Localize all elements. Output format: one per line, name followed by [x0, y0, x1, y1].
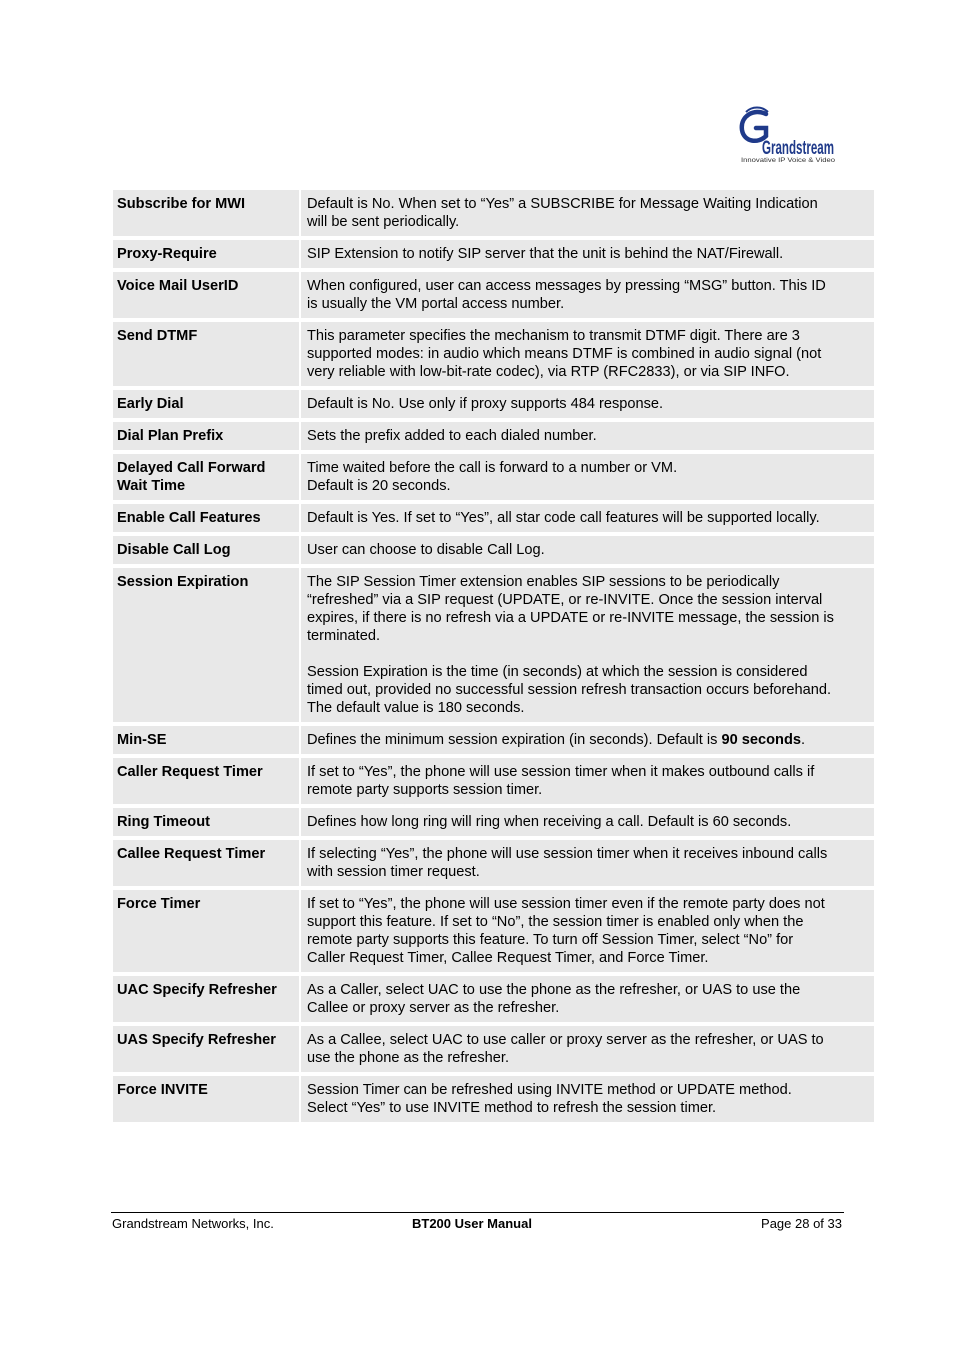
parameter-name: Subscribe for MWI — [113, 190, 299, 236]
description-paragraph — [307, 981, 870, 1017]
parameter-description — [301, 890, 874, 972]
table-row — [113, 758, 874, 804]
description-line: SIP Extension to notify SIP server that the unit is behind the NAT/Firewall. — [307, 246, 784, 262]
parameter-table-body — [113, 190, 874, 1122]
parameter-description — [301, 976, 874, 1022]
table-row — [113, 808, 874, 836]
parameter-name: Callee Request Timer — [113, 840, 299, 886]
parameter-description — [301, 504, 874, 532]
table-row — [113, 454, 874, 500]
footer-company: Grandstream Networks, Inc. — [112, 1216, 274, 1231]
description-paragraph — [307, 763, 870, 799]
description-line: support this feature. If set to “No”, the session timer is enabled only when the — [307, 914, 804, 930]
description-line: As a Caller, select UAC to use the phone as the refresher, or UAS to use the — [307, 982, 801, 998]
parameter-description — [301, 568, 874, 722]
parameter-name: Enable Call Features — [113, 504, 299, 532]
parameter-name: Force INVITE — [113, 1076, 299, 1122]
description-line: If set to “Yes”, the phone will use session timer when it makes outbound calls if — [307, 764, 815, 780]
description-line: “refreshed” via a SIP request (UPDATE, or re-INVITE. Once the session interval — [307, 592, 823, 608]
parameter-name: UAC Specify Refresher — [113, 976, 299, 1022]
description-line: Session Timer can be refreshed using INVITE method or UPDATE method. — [307, 1082, 792, 1098]
description-paragraph — [307, 845, 870, 881]
parameter-description — [301, 390, 874, 418]
parameter-name: Session Expiration — [113, 568, 299, 722]
parameter-description — [301, 422, 874, 450]
description-paragraph — [307, 277, 870, 313]
parameter-name: Voice Mail UserID — [113, 272, 299, 318]
description-line: If selecting “Yes”, the phone will use session timer when it receives inbound calls — [307, 846, 828, 862]
parameter-description — [301, 454, 874, 500]
description-paragraph — [307, 663, 870, 717]
description-line: use the phone as the refresher. — [307, 1050, 510, 1066]
parameter-description — [301, 536, 874, 564]
parameter-description — [301, 808, 874, 836]
description-line: Default is No. When set to “Yes” a SUBSCRIBE for Message Waiting Indication — [307, 196, 818, 212]
description-line: Sets the prefix added to each dialed number. — [307, 428, 597, 444]
parameter-name: Min-SE — [113, 726, 299, 754]
description-paragraph — [307, 459, 870, 495]
logo-tagline: Innovative IP Voice & Video — [741, 158, 836, 164]
description-paragraph — [307, 573, 870, 645]
table-row — [113, 1026, 874, 1072]
description-line: Caller Request Timer, Callee Request Timer, and Force Timer. — [307, 950, 709, 966]
grandstream-logo — [736, 104, 846, 166]
page-footer — [111, 1212, 844, 1231]
table-row — [113, 1076, 874, 1122]
table-row — [113, 190, 874, 236]
table-row — [113, 976, 874, 1022]
description-paragraph — [307, 895, 870, 967]
logo-wordmark: Grandstream — [762, 138, 834, 159]
description-text-suffix: . — [800, 732, 806, 748]
description-paragraph — [307, 813, 870, 831]
parameter-name: Early Dial — [113, 390, 299, 418]
description-paragraph — [307, 395, 870, 413]
table-row — [113, 422, 874, 450]
description-line: The default value is 180 seconds. — [307, 700, 525, 716]
footer-manual-title: BT200 User Manual — [412, 1216, 532, 1231]
description-line: This parameter specifies the mechanism to transmit DTMF digit. There are 3 — [307, 328, 800, 344]
table-row — [113, 726, 874, 754]
parameter-description — [301, 840, 874, 886]
parameter-description — [301, 322, 874, 386]
parameter-description — [301, 190, 874, 236]
parameter-description — [301, 726, 874, 754]
description-paragraph — [307, 245, 870, 263]
description-line: If set to “Yes”, the phone will use session timer even if the remote party does not — [307, 896, 825, 912]
description-paragraph — [307, 1081, 870, 1117]
description-line: Defines how long ring will ring when receiving a call. Default is 60 seconds. — [307, 814, 792, 830]
description-line: supported modes: in audio which means DTMF is combined in audio signal (not — [307, 346, 822, 362]
description-paragraph — [307, 327, 870, 381]
description-line: User can choose to disable Call Log. — [307, 542, 545, 558]
table-row — [113, 390, 874, 418]
parameter-name: Delayed Call Forward Wait Time — [113, 454, 299, 500]
description-line: with session timer request. — [307, 864, 480, 880]
table-row — [113, 272, 874, 318]
description-line: is usually the VM portal access number. — [307, 296, 565, 312]
description-line: Callee or proxy server as the refresher. — [307, 1000, 560, 1016]
description-line: remote party supports session timer. — [307, 782, 543, 798]
description-line: Select “Yes” to use INVITE method to refresh the session timer. — [307, 1100, 717, 1116]
parameter-name: Ring Timeout — [113, 808, 299, 836]
table-row — [113, 504, 874, 532]
footer-page-number: Page 28 of 33 — [761, 1216, 842, 1231]
parameter-name: Disable Call Log — [113, 536, 299, 564]
grandstream-logo-icon — [736, 104, 846, 166]
description-paragraph — [307, 509, 870, 527]
parameter-description — [301, 272, 874, 318]
description-line: Session Expiration is the time (in seconds) at which the session is considered — [307, 664, 808, 680]
parameter-name: Proxy-Require — [113, 240, 299, 268]
description-line: As a Callee, select UAC to use caller or proxy server as the refresher, or UAS to — [307, 1032, 824, 1048]
description-line: very reliable with low-bit-rate codec), via RTP (RFC2833), or via SIP INFO. — [307, 364, 790, 380]
parameter-name: Force Timer — [113, 890, 299, 972]
table-row — [113, 322, 874, 386]
description-paragraph — [307, 1031, 870, 1067]
table-row — [113, 536, 874, 564]
parameter-description — [301, 758, 874, 804]
description-text: Defines the minimum session expiration (in seconds). Default is — [307, 732, 722, 748]
table-row — [113, 240, 874, 268]
parameter-description — [301, 1026, 874, 1072]
description-line: When configured, user can access messages by pressing “MSG” button. This ID — [307, 278, 826, 294]
description-line: Default is No. Use only if proxy supports 484 response. — [307, 396, 664, 412]
parameter-name: UAS Specify Refresher — [113, 1026, 299, 1072]
description-line: The SIP Session Timer extension enables SIP sessions to be periodically — [307, 574, 780, 590]
description-line: timed out, provided no successful session refresh transaction occurs beforehand. — [307, 682, 832, 698]
description-line: remote party supports this feature. To turn off Session Timer, select “No” for — [307, 932, 794, 948]
description-paragraph — [307, 541, 870, 559]
description-paragraph — [307, 195, 870, 231]
parameter-description — [301, 1076, 874, 1122]
description-line: terminated. — [307, 628, 381, 644]
description-paragraph — [307, 427, 870, 445]
description-line: will be sent periodically. — [307, 214, 460, 230]
description-emphasis: 90 seconds — [721, 732, 801, 748]
table-row — [113, 890, 874, 972]
description-line: Default is Yes. If set to “Yes”, all star code call features will be supported locally. — [307, 510, 820, 526]
parameter-table — [111, 186, 876, 1126]
table-row — [113, 840, 874, 886]
description-line: Time waited before the call is forward to a number or VM. — [307, 460, 678, 476]
parameter-name: Dial Plan Prefix — [113, 422, 299, 450]
parameter-name: Send DTMF — [113, 322, 299, 386]
table-row — [113, 568, 874, 722]
description-line: Default is 20 seconds. — [307, 478, 451, 494]
parameter-description — [301, 240, 874, 268]
parameter-name: Caller Request Timer — [113, 758, 299, 804]
description-line: expires, if there is no refresh via a UPDATE or re-INVITE message, the session is — [307, 610, 834, 626]
